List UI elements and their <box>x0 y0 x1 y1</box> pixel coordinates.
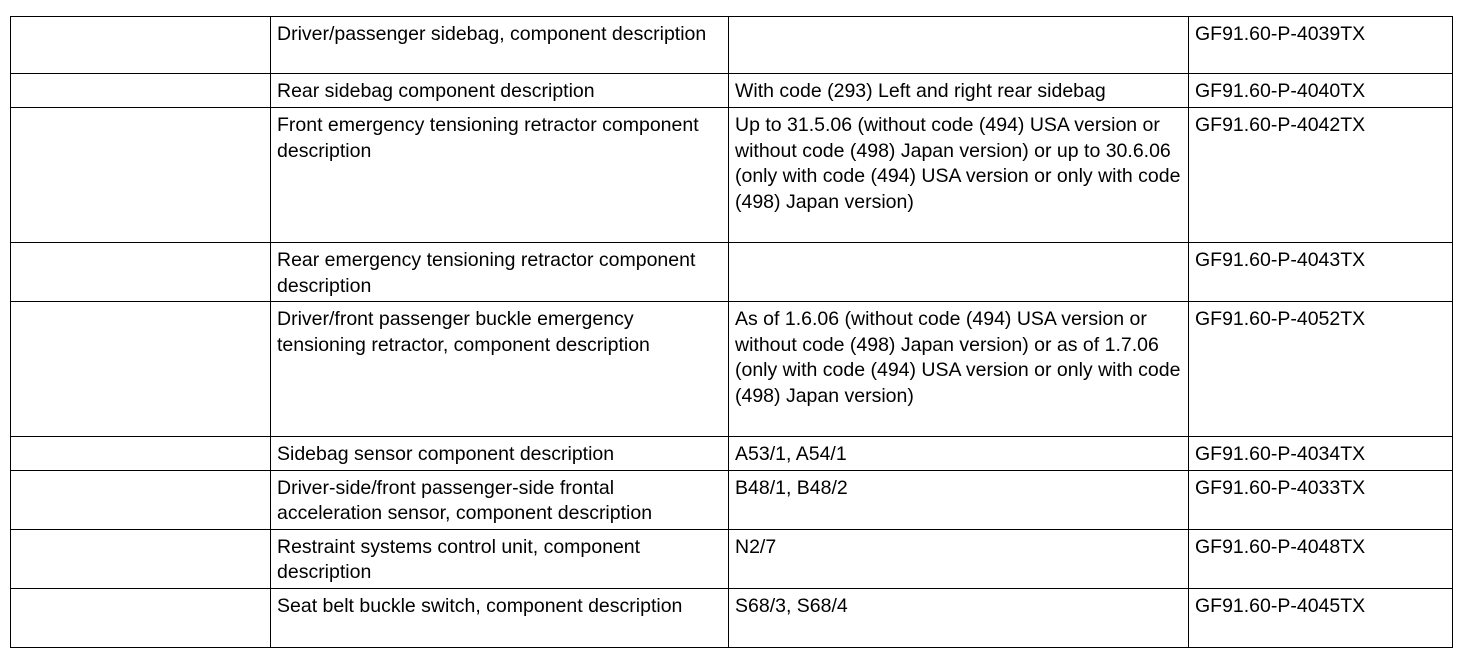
table-row <box>11 437 1453 471</box>
component-description-table <box>10 16 1453 648</box>
first-column-cell <box>11 302 271 437</box>
condition-cell: B48/1, B48/2 <box>729 470 1189 529</box>
document-number-cell: GF91.60-P-4048TX <box>1189 529 1453 588</box>
description-cell: Driver/front passenger buckle emergency tensioning retractor, component description <box>271 302 729 437</box>
table-row <box>11 108 1453 243</box>
description-cell: Driver/passenger sidebag, component description <box>271 17 729 74</box>
document-number-cell: GF91.60-P-4052TX <box>1189 302 1453 437</box>
condition-cell: Up to 31.5.06 (without code (494) USA version or without code (498) Japan version) or up to 30.6.06 (only with code (494) USA version or only with code (498) Japan version) <box>729 108 1189 243</box>
table-row <box>11 243 1453 302</box>
first-column-cell <box>11 74 271 108</box>
document-number-cell: GF91.60-P-4042TX <box>1189 108 1453 243</box>
description-cell: Rear sidebag component description <box>271 74 729 108</box>
document-number-cell: GF91.60-P-4045TX <box>1189 588 1453 647</box>
condition-cell: S68/3, S68/4 <box>729 588 1189 647</box>
description-cell: Restraint systems control unit, component description <box>271 529 729 588</box>
document-number-cell: GF91.60-P-4043TX <box>1189 243 1453 302</box>
description-cell: Seat belt buckle switch, component description <box>271 588 729 647</box>
table-row <box>11 74 1453 108</box>
document-number-cell: GF91.60-P-4040TX <box>1189 74 1453 108</box>
document-number-cell: GF91.60-P-4039TX <box>1189 17 1453 74</box>
first-column-cell <box>11 529 271 588</box>
description-cell: Driver-side/front passenger-side frontal acceleration sensor, component description <box>271 470 729 529</box>
first-column-cell <box>11 470 271 529</box>
description-cell: Rear emergency tensioning retractor component description <box>271 243 729 302</box>
table-row <box>11 302 1453 437</box>
table-row <box>11 529 1453 588</box>
condition-cell: A53/1, A54/1 <box>729 437 1189 471</box>
first-column-cell <box>11 243 271 302</box>
description-cell: Sidebag sensor component description <box>271 437 729 471</box>
description-cell: Front emergency tensioning retractor component description <box>271 108 729 243</box>
condition-cell: With code (293) Left and right rear sidebag <box>729 74 1189 108</box>
first-column-cell <box>11 108 271 243</box>
document-number-cell: GF91.60-P-4033TX <box>1189 470 1453 529</box>
condition-cell <box>729 243 1189 302</box>
first-column-cell <box>11 17 271 74</box>
table-row <box>11 470 1453 529</box>
first-column-cell <box>11 437 271 471</box>
table-row <box>11 588 1453 647</box>
condition-cell <box>729 17 1189 74</box>
condition-cell: N2/7 <box>729 529 1189 588</box>
document-number-cell: GF91.60-P-4034TX <box>1189 437 1453 471</box>
first-column-cell <box>11 588 271 647</box>
condition-cell: As of 1.6.06 (without code (494) USA version or without code (498) Japan version) or as of 1.7.06 (only with code (494) USA version or only with code (498) Japan version) <box>729 302 1189 437</box>
table-row <box>11 17 1453 74</box>
